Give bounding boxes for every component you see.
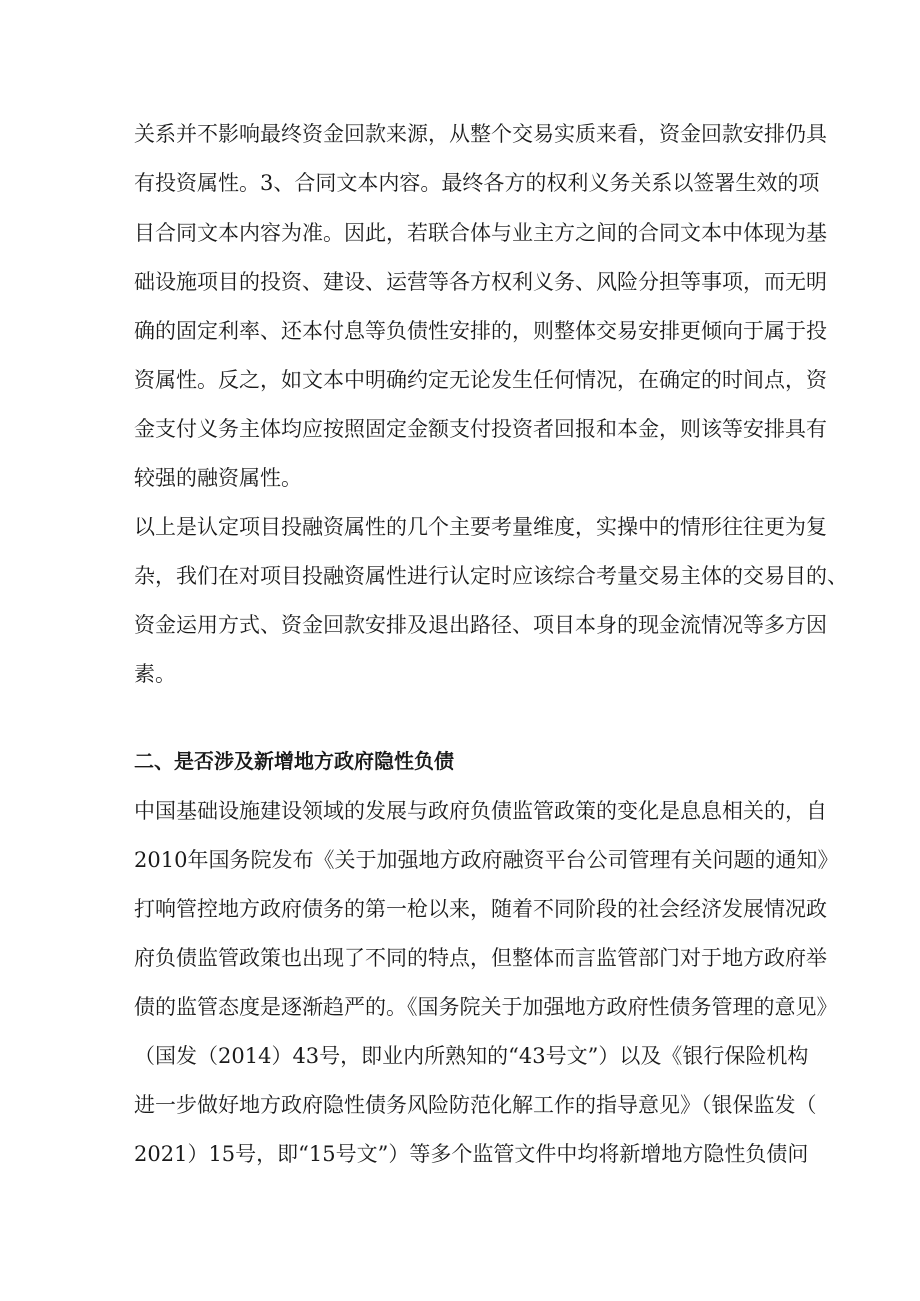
text-line: 打响管控地方政府债务的第一枪以来，随着不同阶段的社会经济发展情况政 xyxy=(134,897,827,921)
text-line: 关系并不影响最终资金回款来源，从整个交易实质来看，资金回款安排仍具 xyxy=(134,122,827,146)
text-line: 素。 xyxy=(134,662,176,686)
text-line: 金支付义务主体均应按照固定金额支付投资者回报和本金，则该等安排具有 xyxy=(134,417,827,441)
text-line: 以上是认定项目投融资属性的几个主要考量维度，实操中的情形往往更为复 xyxy=(134,515,827,539)
text-line: 资属性。反之，如文本中明确约定无论发生任何情况，在确定的时间点，资 xyxy=(134,368,827,392)
text-line: （国发（2014）43号，即业内所熟知的“43号文”）以及《银行保险机构 xyxy=(134,1044,809,1068)
text-line: 府负债监管政策也出现了不同的特点，但整体而言监管部门对于地方政府举 xyxy=(134,946,827,970)
text-line: 债的监管态度是逐渐趋严的。《国务院关于加强地方政府性债务管理的意见》 xyxy=(134,995,838,1019)
text-line: 较强的融资属性。 xyxy=(134,466,302,490)
text-line: 进一步做好地方政府隐性债务风险防范化解工作的指导意见》（银保监发（ xyxy=(134,1093,817,1117)
text-line: 杂，我们在对项目投融资属性进行认定时应该综合考量交易主体的交易目的、 xyxy=(134,564,848,588)
text-line: 资金运用方式、资金回款安排及退出路径、项目本身的现金流情况等多方因 xyxy=(134,613,827,637)
text-line: 础设施项目的投资、建设、运营等各方权利义务、风险分担等事项，而无明 xyxy=(134,270,827,294)
section-heading: 二、是否涉及新增地方政府隐性负债 xyxy=(134,749,454,773)
text-line: 确的固定利率、还本付息等负债性安排的，则整体交易安排更倾向于属于投 xyxy=(134,319,827,343)
text-line: 有投资属性。3、合同文本内容。最终各方的权利义务关系以签署生效的项 xyxy=(134,171,820,195)
text-line: 中国基础设施建设领域的发展与政府负债监管政策的变化是息息相关的，自 xyxy=(134,799,827,823)
text-line: 目合同文本内容为准。因此，若联合体与业主方之间的合同文本中体现为基 xyxy=(134,221,827,245)
text-line: 2010年国务院发布《关于加强地方政府融资平台公司管理有关问题的通知》 xyxy=(134,848,839,872)
text-line: 2021）15号，即“15号文”）等多个监管文件中均将新增地方隐性负债问 xyxy=(134,1142,809,1166)
